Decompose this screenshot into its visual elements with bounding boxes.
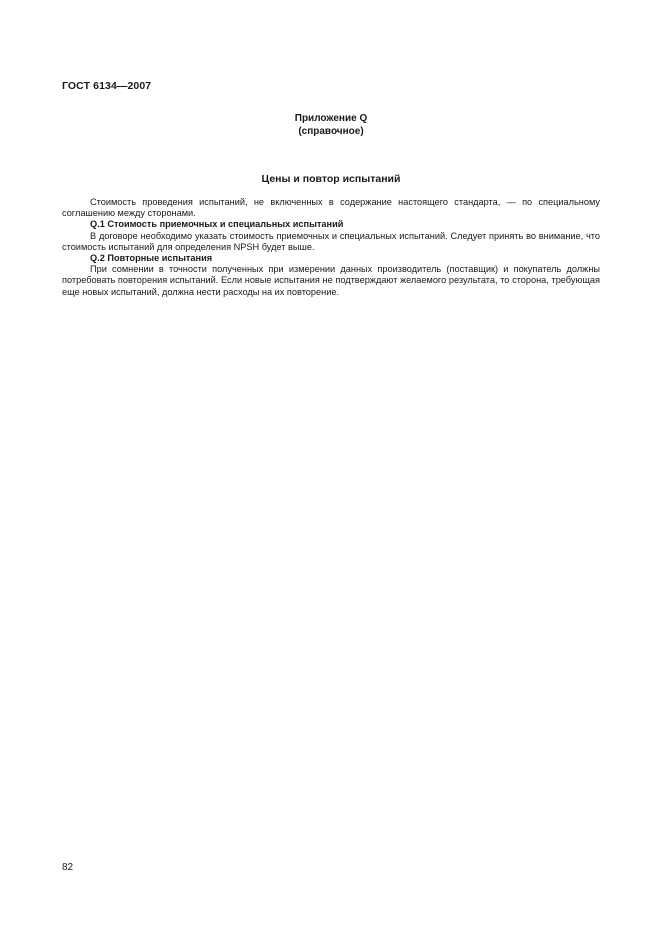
page-number: 82 [62, 862, 74, 873]
annex-heading [0, 112, 662, 138]
section-title: Цены и повтор испытаний [261, 173, 401, 185]
annex-kind: (справочное) [298, 126, 364, 137]
body-text [62, 197, 600, 298]
q2-paragraph: При сомнении в точности полученных при измерении данных производитель (поставщик) и покупатель должны потребовать повторения испытаний. Если новые испытания не подтверждают желаемого результата, то сторона, требующая еще новых испытаний, должна нести расходы на их повторение. [62, 264, 600, 297]
annex-label: Приложение Q [294, 113, 368, 124]
q1-heading: Q.1 Стоимость приемочных и специальных испытаний [90, 219, 344, 230]
q2-heading: Q.2 Повторные испытания [90, 253, 213, 264]
q1-paragraph: В договоре необходимо указать стоимость приемочных и специальных испытаний. Следует принять во внимание, что стоимость испытаний для определения NPSH будет выше. [62, 230, 600, 252]
intro-paragraph: Стоимость проведения испытаний, не включенных в содержание настоящего стандарта, — по специальному соглашению между сторонами. [62, 197, 600, 219]
document-code: ГОСТ 6134—2007 [62, 80, 152, 92]
